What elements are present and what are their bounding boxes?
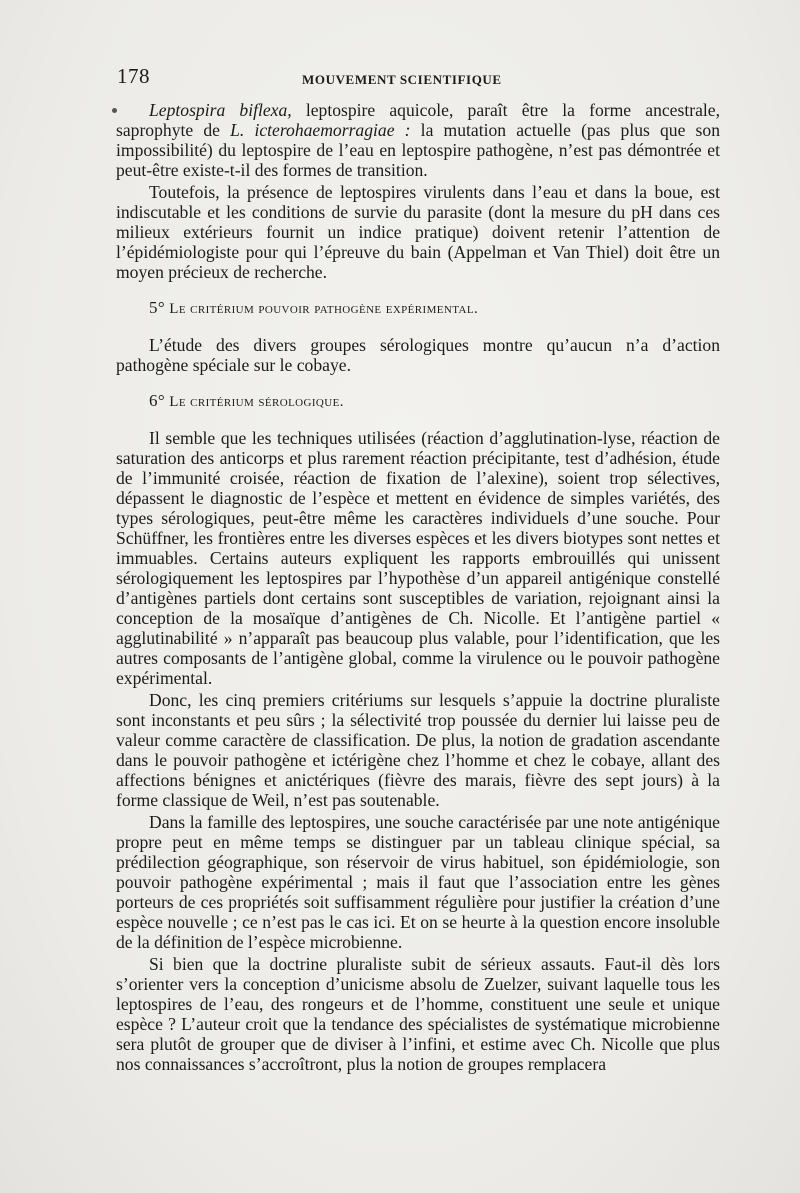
page-header: [117, 64, 717, 88]
paragraph-text: la mutation actuelle (pas plus que son impossibilité) du leptospire de l’eau en leptospire pathogène, n’est pas démontrée et peut-être existe-t-il des formes de transition.: [116, 120, 720, 180]
paragraph-il-semble: Il semble que les techniques utilisées (réaction d’agglutination-lyse, réaction de saturation des anticorps et plus rarement réaction précipitante, test d’adhésion, étude de l’immunité croisée, réaction de fixation de l’alexine), soient trop sélectives, dépassent le diagnostic de l’espèce et mettent en évidence de simples variétés, des types sérologiques, peut-être même les caractères individuels d’une souche. Pour Schüffner, les frontières entre les diverses espèces et les divers biotypes sont nettes et immuables. Certains auteurs expliquent les rapports embrouillés qui unissent sérologiquement les leptospires par l’hypothèse d’un appareil antigénique constellé d’antigènes partiels dont certains sont susceptibles de variation, rejoignant ainsi la conception de la mosaïque d’antigènes de Ch. Nicolle. Et l’antigène partiel « agglutinabilité » n’apparaît pas beaucoup plus valable, pour l’identification, que les autres composants de l’antigène global, comme la virulence ou le pouvoir pathogène expérimental.: [116, 428, 720, 688]
section-number: 5°: [149, 298, 166, 317]
species-name: Leptospira biflexa,: [149, 100, 292, 120]
page-number: 178: [117, 64, 150, 88]
paragraph-donc: Donc, les cinq premiers critériums sur lesquels s’appuie la doctrine pluraliste sont inconstants et peu sûrs ; la sélectivité trop poussée du dernier lui laisse peu de valeur comme caractère de classification. De plus, la notion de gradation ascendante dans le pouvoir pathogène et ictérigène chez l’homme et chez le cobaye, allant des affections bénignes et anictériques (fièvre des marais, fièvre des sept jours) à la forme classique de Weil, n’est pas soutenable.: [116, 690, 720, 810]
paragraph-dans-la-famille: Dans la famille des leptospires, une souche caractérisée par une note antigénique propre peut en même temps se distinguer par un tableau clinique spécial, sa prédilection géographique, son réservoir de virus habituel, son épidémiologie, son pouvoir pathogène expérimental ; mais il faut que l’association entre les gènes porteurs de ces propriétés soit suffisamment régulière pour justifier la création d’une espèce nouvelle ; ce n’est pas le cas ici. Et on se heurte à la question encore insoluble de la définition de l’espèce microbienne.: [116, 812, 720, 952]
paragraph-si-bien: Si bien que la doctrine pluraliste subit de sérieux assauts. Faut-il dès lors s’orienter vers la conception d’unicisme absolu de Zuelzer, suivant laquelle tous les leptospires de l’eau, des rongeurs et de l’homme, constituent une seule et unique espèce ? L’auteur croit que la tendance des spécialistes de systématique microbienne sera plutôt de grouper que de diviser à l’infini, et estime avec Ch. Nicolle que plus nos connaissances s’accroîtront, plus la notion de groupes remplacera: [116, 954, 720, 1074]
paragraph-text: leptospire aquicole, paraît être la forme ancestrale, saprophyte de: [116, 100, 720, 140]
section-title: Le critérium pouvoir pathogène expérimental.: [169, 301, 479, 317]
paragraph-etude: L’étude des divers groupes sérologiques montre qu’aucun n’a d’action pathogène spéciale sur le cobaye.: [116, 335, 720, 375]
section-heading-5: [149, 298, 720, 319]
article-body: [116, 100, 720, 1074]
species-name: L. icterohaemorragiae :: [230, 120, 411, 140]
section-heading-6: [149, 391, 720, 412]
paragraph-toutefois: Toutefois, la présence de leptospires virulents dans l’eau et dans la boue, est indiscutable et les conditions de survie du parasite (dont la mesure du pH dans ces milieux extérieurs fournit un indice pratique) doivent retenir l’attention de l’épidémiologiste pour qui l’épreuve du bain (Appelman et Van Thiel) doit être un moyen précieux de recherche.: [116, 182, 720, 282]
paragraph-biflexa: [116, 100, 720, 180]
section-title: Le critérium sérologique.: [169, 394, 344, 410]
running-title: MOUVEMENT SCIENTIFIQUE: [302, 72, 502, 87]
section-number: 6°: [149, 391, 166, 410]
